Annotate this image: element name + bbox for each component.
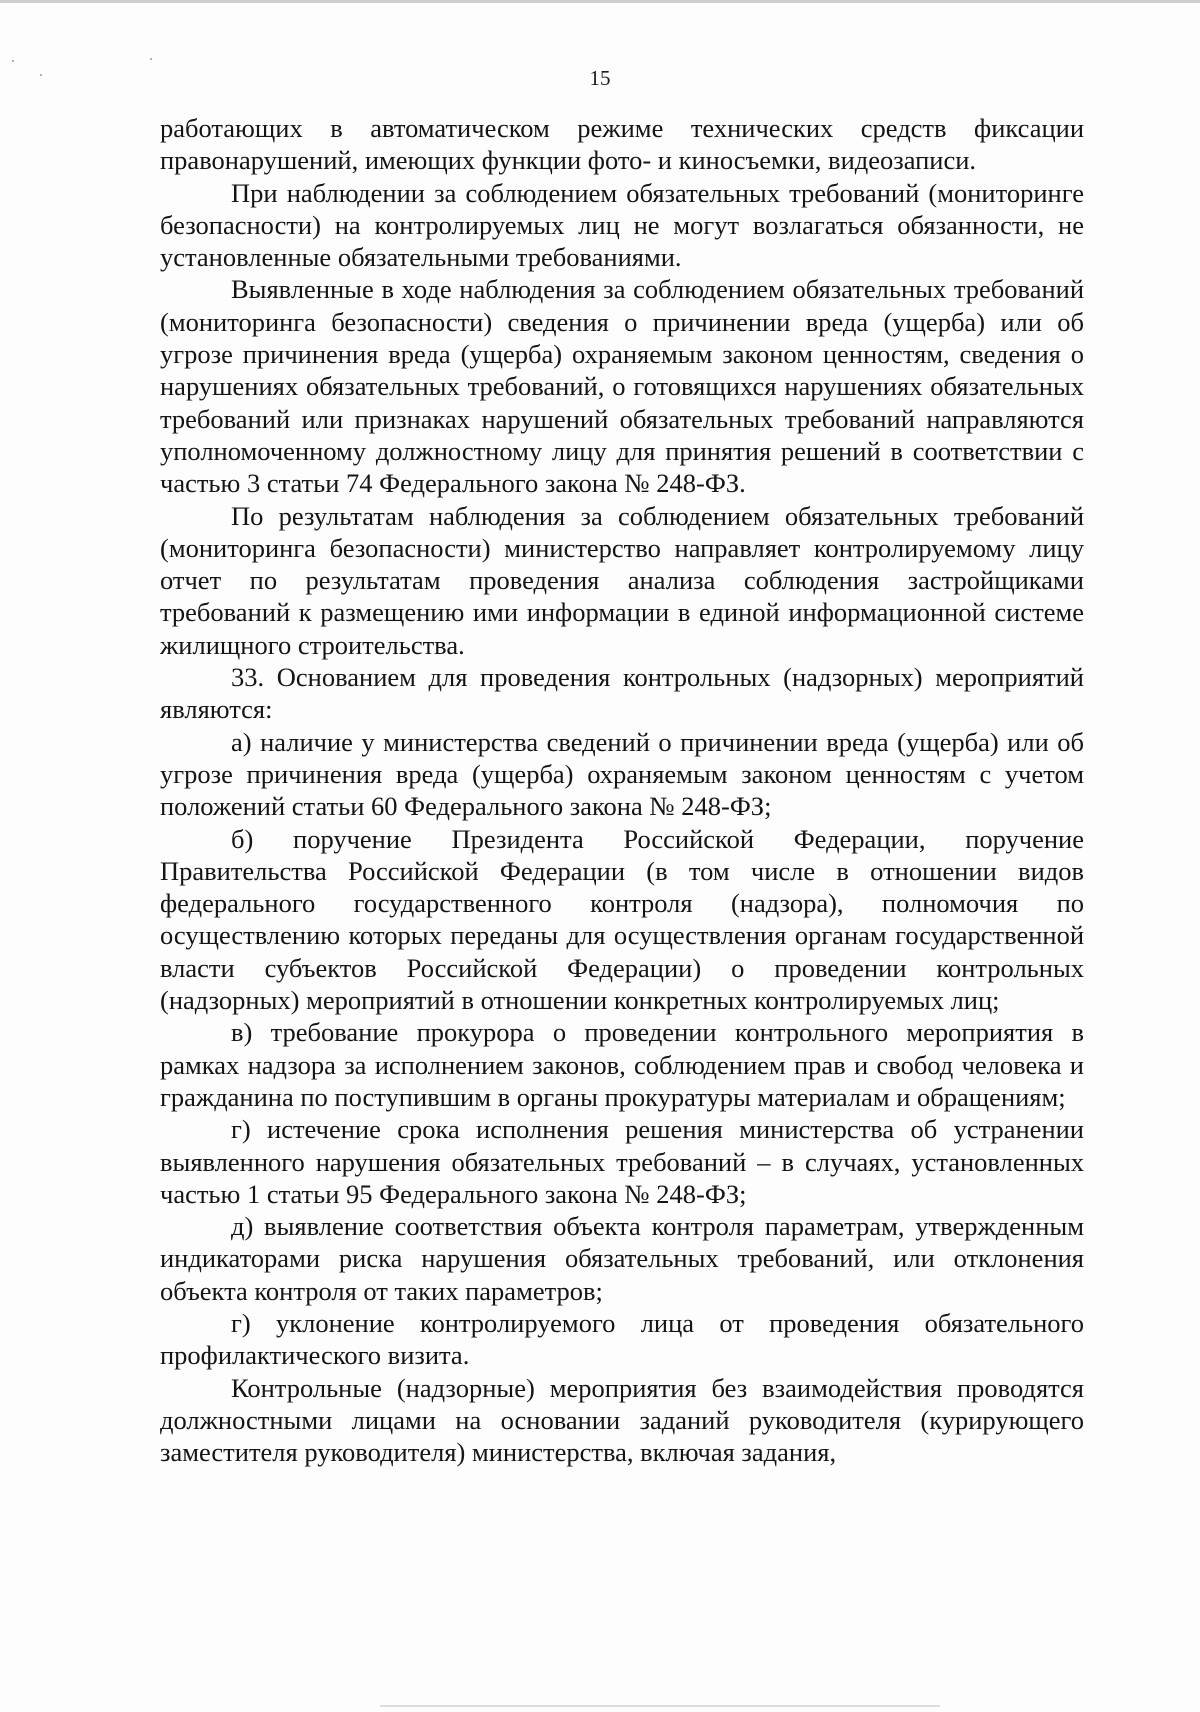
paragraph: работающих в автоматическом режиме технических средств фиксации правонарушений, имеющих функции фото- и киносъемки, видеозаписи.	[160, 113, 1084, 176]
list-item-a: а) наличие у министерства сведений о причинении вреда (ущерба) или об угрозе причинения вреда (ущерба) охраняемым законом ценностям с учетом положений статьи 60 Федерального закона № 248-ФЗ;	[160, 726, 1084, 822]
list-item-b: б) поручение Президента Российской Федерации, поручение Правительства Российской Федерации (в том числе в отношении видов федерального государственного контроля (надзора), полномочия по осуществлению которых переданы для осуществления органам государственной власти субъектов Российской Федерации) о проведении контрольных (надзорных) мероприятий в отношении конкретных контролируемых лиц;	[160, 823, 1084, 1016]
page-number: 15	[589, 66, 611, 90]
list-item-g-2: г) уклонение контролируемого лица от проведения обязательного профилактического визита.	[160, 1307, 1084, 1371]
scan-speck	[12, 60, 14, 62]
scan-speck	[150, 58, 152, 60]
list-item-d: д) выявление соответствия объекта контроля параметрам, утвержденным индикаторами риска нарушения обязательных требований, или отклонения объекта контроля от таких параметров;	[160, 1211, 1084, 1306]
list-item-g: г) истечение срока исполнения решения министерства об устранении выявленного нарушения обязательных требований – в случаях, установленных частью 1 статьи 95 Федерального закона № 248-ФЗ;	[160, 1114, 1084, 1209]
scan-border-bottom	[380, 1705, 940, 1707]
paragraph: Выявленные в ходе наблюдения за соблюдением обязательных требований (мониторинга безопасности) сведения о причинении вреда (ущерба) или об угрозе причинения вреда (ущерба) охраняемым законом ценностям, сведения о нарушениях обязательных требований, о готовящихся нарушениях обязательных требований или признаках нарушений обязательных требований направляются уполномоченному должностному лицу для принятия решений в соответствии с частью 3 статьи 74 Федерального закона № 248-ФЗ.	[160, 274, 1084, 499]
paragraph: 33. Основанием для проведения контрольных (надзорных) мероприятий являются:	[160, 662, 1084, 725]
list-item-v: в) требование прокурора о проведении контрольного мероприятия в рамках надзора за исполнением законов, соблюдением прав и свобод человека и гражданина по поступившим в органы прокуратуры материалам и обращениям;	[160, 1017, 1084, 1112]
document-body	[160, 112, 1084, 1468]
paragraph: По результатам наблюдения за соблюдением обязательных требований (мониторинга безопасности) министерство направляет контролируемому лицу отчет по результатам проведения анализа соблюдения застройщиками требований к размещению ими информации в единой информационной системе жилищного строительства.	[160, 500, 1084, 660]
paragraph: Контрольные (надзорные) мероприятия без взаимодействия проводятся должностными лицами на основании заданий руководителя (курирующего заместителя руководителя) министерства, включая задания,	[160, 1372, 1084, 1468]
scan-border-top	[0, 0, 1200, 3]
paragraph: При наблюдении за соблюдением обязательных требований (мониторинге безопасности) на контролируемых лиц не могут возлагаться обязанности, не установленные обязательными требованиями.	[160, 177, 1084, 273]
